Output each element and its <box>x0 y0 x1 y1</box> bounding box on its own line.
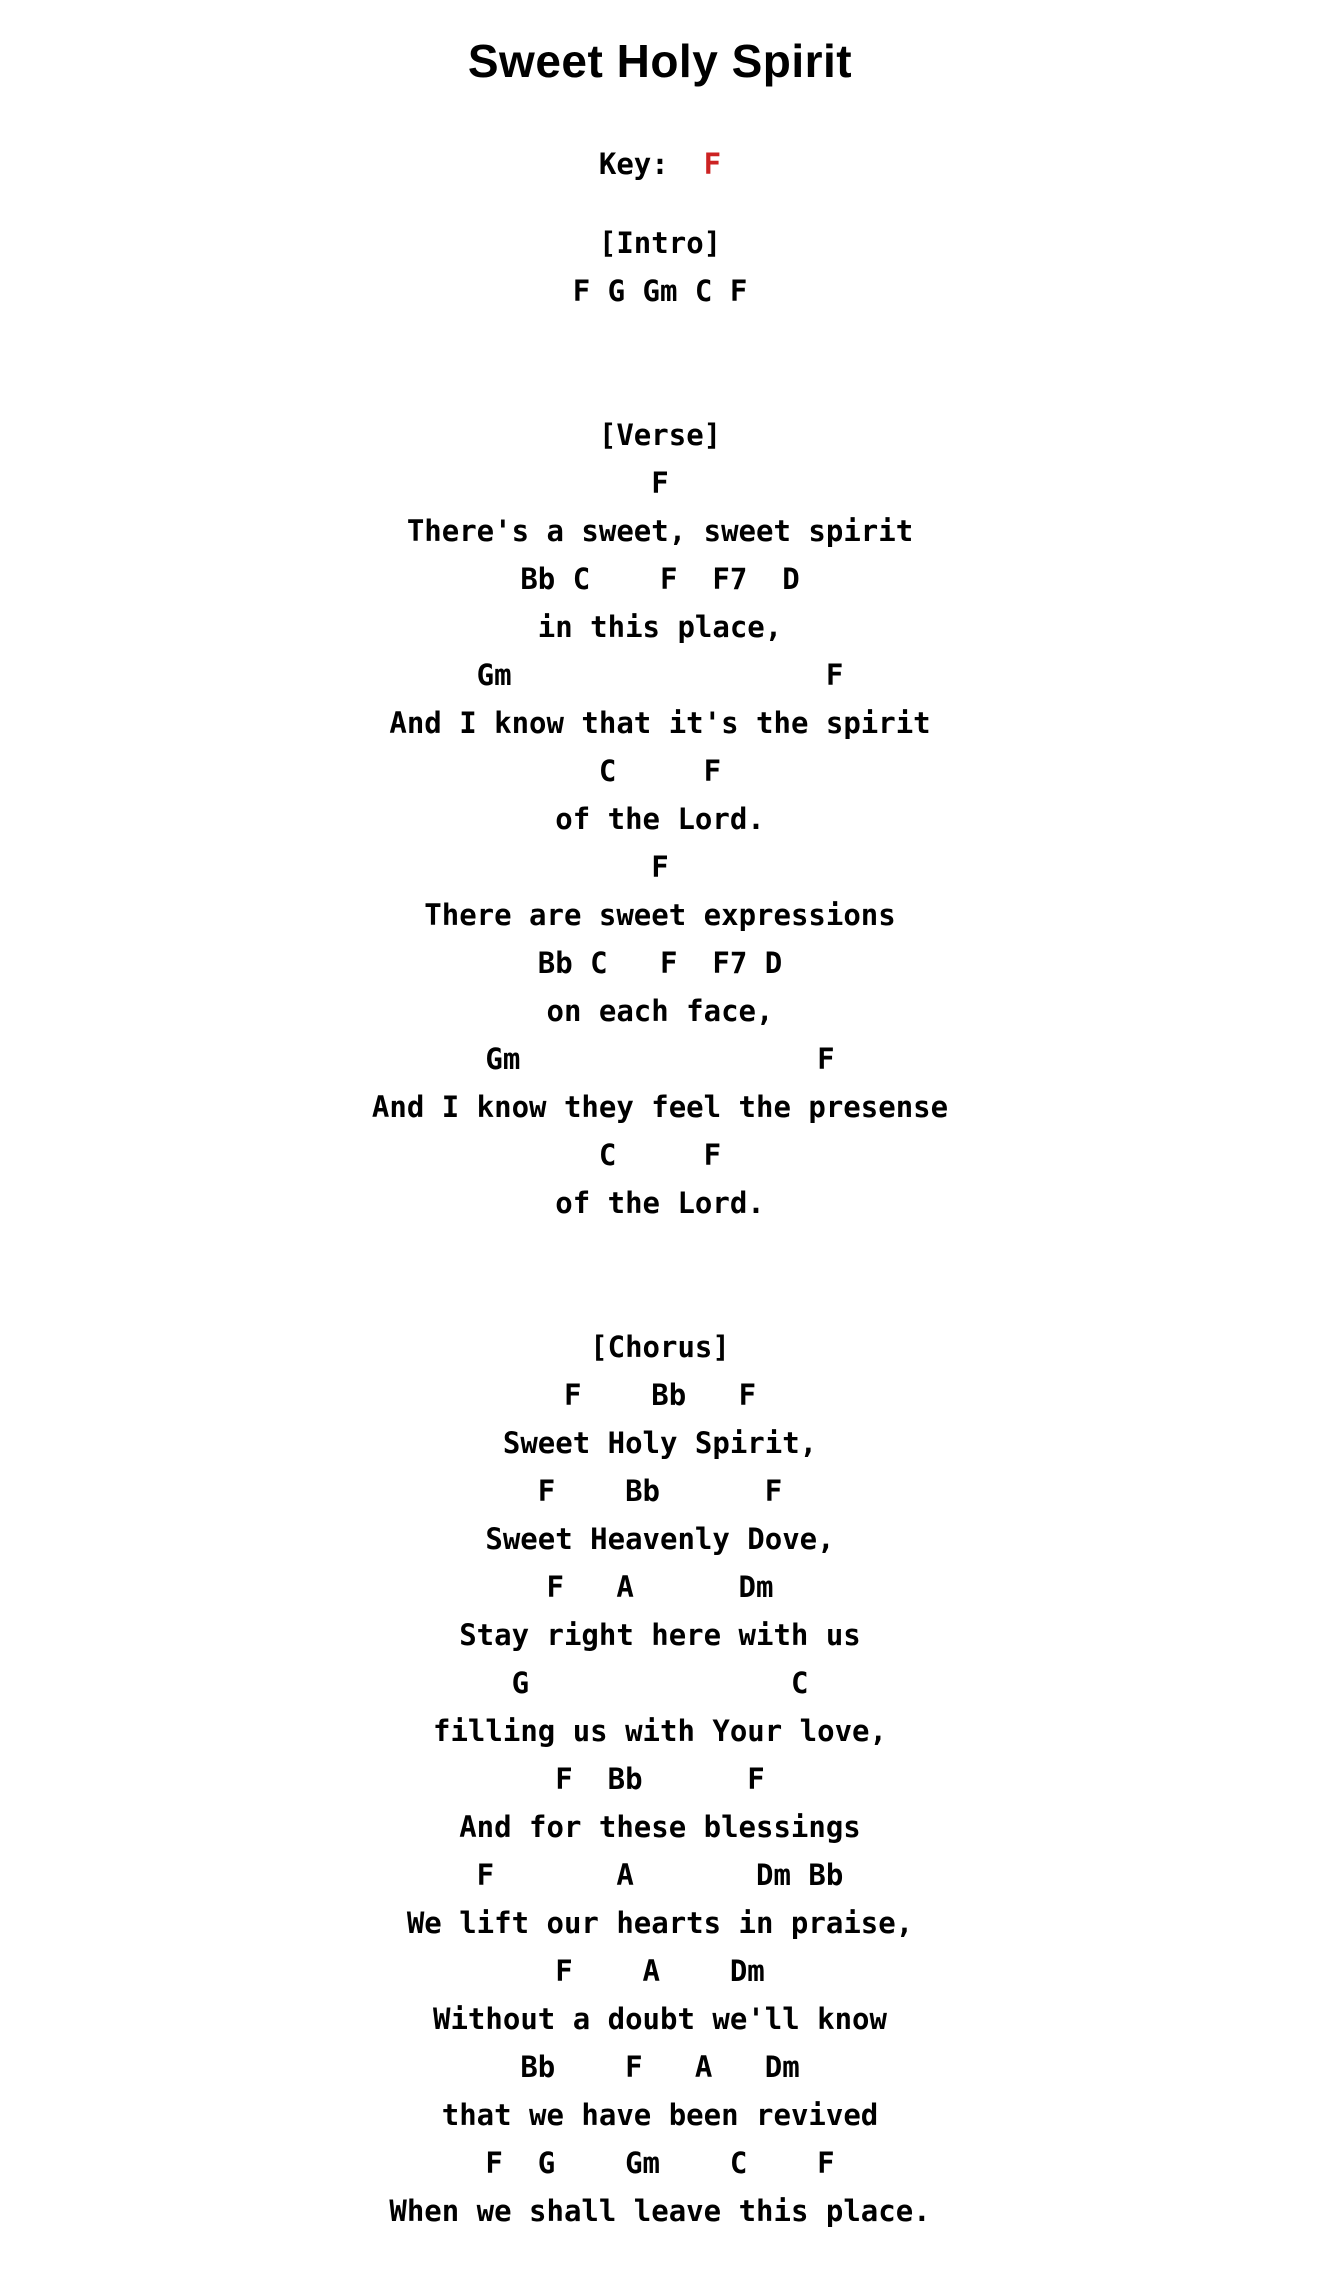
lyric-line: And I know they feel the presense <box>371 1090 949 1125</box>
page-title: Sweet Holy Spirit <box>467 35 853 87</box>
key-line <box>0 147 1320 181</box>
key-label: Key: <box>598 147 669 182</box>
lyric-line: Sweet Heavenly Dove, <box>485 1522 835 1557</box>
lyric-line: We lift our hearts in praise, <box>406 1906 914 1941</box>
chord-line: F G Gm C F <box>572 274 748 309</box>
chord-line: Bb F A Dm <box>520 2050 800 2085</box>
spacer-line <box>0 1227 1320 1275</box>
spacer-line <box>0 1275 1320 1323</box>
chord-line: F A Dm <box>555 1954 765 1989</box>
lyric-line: There's a sweet, sweet spirit <box>406 514 914 549</box>
lyric-line: in this place, <box>537 610 783 645</box>
section-label: [Intro] <box>598 226 722 261</box>
chord-line: F Bb F <box>563 1378 757 1413</box>
chord-line: Gm F <box>476 658 844 693</box>
lyric-line: And I know that it's the spirit <box>389 706 931 741</box>
lyric-line: on each face, <box>546 994 774 1029</box>
lyric-line: filling us with Your love, <box>433 1714 887 1749</box>
spacer-line <box>0 315 1320 363</box>
lyric-line: Without a doubt we'll know <box>433 2002 887 2037</box>
section-label: [Verse] <box>598 418 722 453</box>
lyric-line: Sweet Holy Spirit, <box>502 1426 818 1461</box>
lyric-line: When we shall leave this place. <box>389 2194 931 2229</box>
section-label: [Chorus] <box>590 1330 730 1365</box>
key-value: F <box>703 147 722 182</box>
chord-line: F <box>651 466 669 501</box>
lyric-line: of the Lord. <box>555 1186 765 1221</box>
chord-line: F A Dm Bb <box>476 1858 844 1893</box>
chord-line: C F <box>598 754 722 789</box>
chord-line: F Bb F <box>555 1762 765 1797</box>
lyric-line: of the Lord. <box>555 802 765 837</box>
chord-line: Gm F <box>485 1042 835 1077</box>
lyric-line: There are sweet expressions <box>424 898 896 933</box>
lyric-line: And for these blessings <box>459 1810 861 1845</box>
chord-line: C F <box>598 1138 722 1173</box>
spacer-line <box>0 363 1320 411</box>
lyric-line: Stay right here with us <box>459 1618 861 1653</box>
chord-line: Bb C F F7 D <box>537 946 783 981</box>
chord-line: F A Dm <box>546 1570 774 1605</box>
chord-line: G C <box>511 1666 809 1701</box>
chord-sheet <box>0 219 1320 2235</box>
chord-line: F G Gm C F <box>485 2146 835 2181</box>
lyric-line: that we have been revived <box>441 2098 879 2133</box>
chord-line: F <box>651 850 669 885</box>
chord-line: F Bb F <box>537 1474 783 1509</box>
chord-line: Bb C F F7 D <box>520 562 800 597</box>
